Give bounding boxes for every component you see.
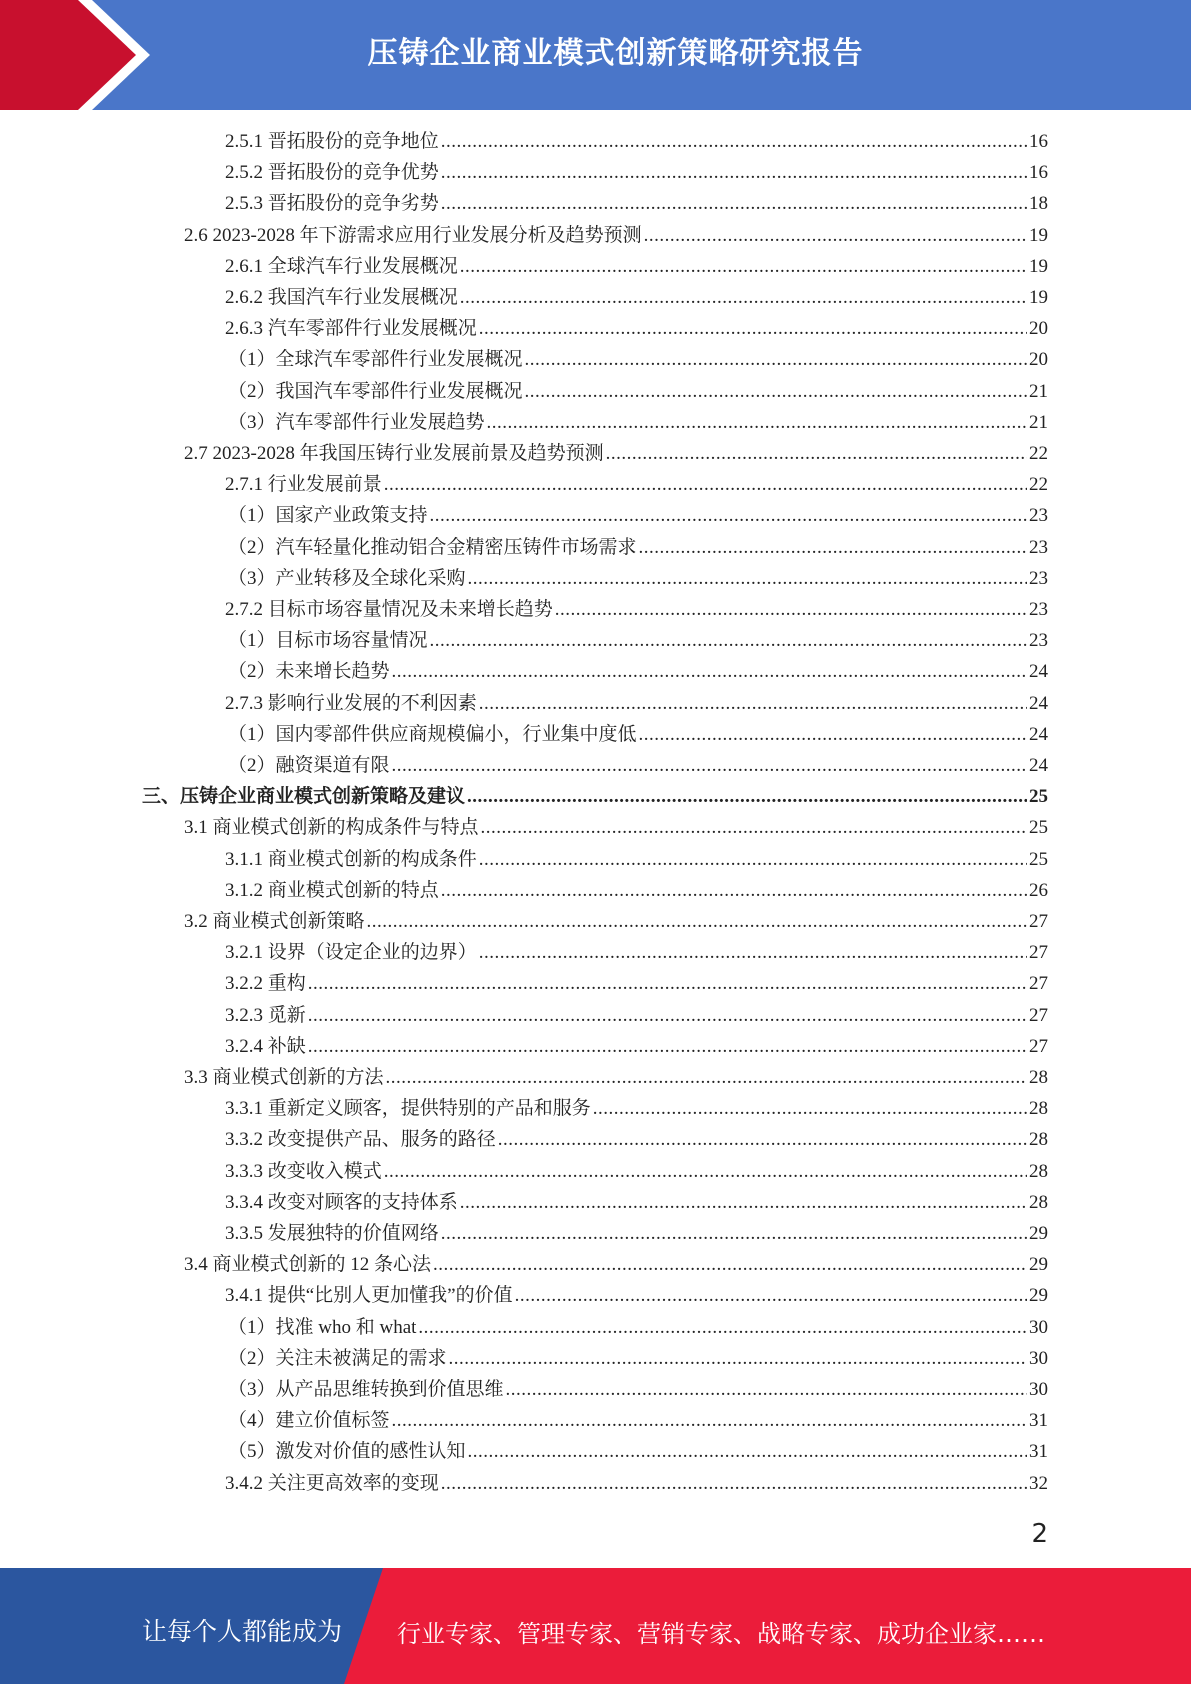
toc-dot-leader bbox=[481, 813, 1027, 843]
toc-dot-leader bbox=[468, 1437, 1027, 1467]
toc-entry[interactable] bbox=[184, 221, 1048, 251]
toc-entry-page: 28 bbox=[1029, 1129, 1048, 1151]
footer-roles: 行业专家、管理专家、营销专家、战略专家、成功企业家…… bbox=[397, 1620, 1045, 1648]
report-title: 压铸企业商业模式创新策略研究报告 bbox=[367, 36, 864, 71]
toc-entry-title: 2.7.1 行业发展前景 bbox=[225, 474, 382, 496]
toc-entry-page: 28 bbox=[1029, 1067, 1048, 1088]
toc-entry-title: （2）关注未被满足的需求 bbox=[228, 1347, 447, 1369]
toc-entry-page: 18 bbox=[1029, 193, 1048, 215]
toc-entry[interactable] bbox=[225, 1094, 1048, 1124]
toc-entry-page: 31 bbox=[1029, 1441, 1048, 1463]
toc-dot-leader bbox=[392, 1406, 1027, 1436]
toc-entry-title: （3）汽车零部件行业发展趋势 bbox=[228, 411, 485, 433]
toc-entry[interactable] bbox=[184, 1250, 1048, 1280]
toc-entry-title: 3.3.5 发展独特的价值网络 bbox=[225, 1223, 439, 1244]
toc-entry-page: 19 bbox=[1029, 224, 1048, 246]
toc-entry[interactable] bbox=[225, 1125, 1048, 1155]
toc-dot-leader bbox=[468, 564, 1027, 594]
toc-entry-title: 3.3.4 改变对顾客的支持体系 bbox=[225, 1191, 458, 1213]
toc-entry-page: 31 bbox=[1029, 1410, 1048, 1432]
toc-entry-page: 19 bbox=[1029, 287, 1048, 308]
toc-entry-page: 20 bbox=[1029, 349, 1048, 371]
toc-entry-title: （1）国内零部件供应商规模偏小，行业集中度低 bbox=[228, 723, 637, 745]
toc-entry-title: （3）产业转移及全球化采购 bbox=[228, 567, 466, 589]
toc-entry-title: 2.6.1 全球汽车行业发展概况 bbox=[225, 255, 458, 277]
toc-entry[interactable] bbox=[184, 907, 1048, 937]
toc-entry[interactable] bbox=[225, 969, 1048, 999]
toc-dot-leader bbox=[308, 969, 1027, 999]
toc-entry[interactable] bbox=[228, 751, 1048, 781]
toc-entry-title: （3）从产品思维转换到价值思维 bbox=[228, 1379, 504, 1400]
toc-entry-page: 22 bbox=[1029, 443, 1048, 464]
toc-entry[interactable] bbox=[225, 189, 1048, 219]
toc-entry-page: 29 bbox=[1029, 1223, 1048, 1244]
toc-dot-leader bbox=[606, 439, 1027, 469]
toc-entry[interactable] bbox=[225, 595, 1048, 625]
toc-dot-leader bbox=[515, 1281, 1027, 1311]
toc-entry-title: （5）激发对价值的感性认知 bbox=[228, 1441, 466, 1463]
toc-entry[interactable] bbox=[225, 283, 1048, 313]
toc-entry[interactable] bbox=[228, 377, 1048, 407]
toc-entry-title: 3.1 商业模式创新的构成条件与特点 bbox=[184, 817, 479, 839]
toc-dot-leader bbox=[639, 533, 1027, 563]
toc-entry[interactable] bbox=[225, 1281, 1048, 1311]
toc-dot-leader bbox=[479, 689, 1027, 719]
toc-dot-leader bbox=[506, 1375, 1027, 1405]
toc-entry-page: 16 bbox=[1029, 131, 1048, 152]
toc-entry[interactable] bbox=[228, 1344, 1048, 1374]
toc-entry-title: 2.5.1 晋拓股份的竞争地位 bbox=[225, 131, 439, 152]
toc-entry-page: 28 bbox=[1029, 1160, 1048, 1182]
toc-entry[interactable] bbox=[228, 1406, 1048, 1436]
toc-entry-title: 3.4 商业模式创新的 12 条心法 bbox=[184, 1254, 432, 1276]
toc-dot-leader bbox=[392, 751, 1027, 781]
toc-entry-title: （4）建立价值标签 bbox=[228, 1410, 390, 1432]
toc-dot-leader bbox=[639, 720, 1027, 750]
toc-entry-page: 16 bbox=[1029, 162, 1048, 184]
toc-entry-title: 2.5.2 晋拓股份的竞争优势 bbox=[225, 162, 439, 184]
toc-dot-leader bbox=[308, 1032, 1027, 1062]
toc-entry-page: 25 bbox=[1029, 848, 1048, 870]
toc-dot-leader bbox=[644, 221, 1027, 251]
toc-entry[interactable] bbox=[225, 938, 1048, 968]
toc-entry-title: 2.7.3 影响行业发展的不利因素 bbox=[225, 692, 477, 714]
toc-entry-page: 23 bbox=[1029, 505, 1048, 527]
toc-dot-leader bbox=[386, 1063, 1027, 1093]
toc-entry[interactable] bbox=[225, 1188, 1048, 1218]
toc-entry-title: （1）目标市场容量情况 bbox=[228, 630, 428, 652]
toc-entry-title: （2）汽车轻量化推动铝合金精密压铸件市场需求 bbox=[228, 536, 637, 558]
toc-dot-leader bbox=[430, 626, 1027, 656]
toc-entry-page: 25 bbox=[1029, 817, 1048, 839]
toc-entry-page: 24 bbox=[1029, 692, 1048, 714]
toc-entry-page: 24 bbox=[1029, 661, 1048, 683]
toc-entry[interactable] bbox=[142, 782, 1048, 812]
toc-entry-page: 29 bbox=[1029, 1254, 1048, 1276]
toc-dot-leader bbox=[467, 782, 1027, 812]
toc-dot-leader bbox=[441, 127, 1027, 157]
toc-entry[interactable] bbox=[225, 1001, 1048, 1031]
toc-entry-title: 2.7 2023-2028 年我国压铸行业发展前景及趋势预测 bbox=[184, 443, 604, 464]
toc-entry-page: 27 bbox=[1029, 1035, 1048, 1057]
toc-entry[interactable] bbox=[228, 1313, 1048, 1343]
toc-entry-page: 20 bbox=[1029, 318, 1048, 340]
toc-entry-title: 3.1.1 商业模式创新的构成条件 bbox=[225, 848, 477, 870]
toc-dot-leader bbox=[441, 1469, 1027, 1499]
toc-dot-leader bbox=[392, 657, 1027, 687]
toc-entry-title: 2.6.2 我国汽车行业发展概况 bbox=[225, 287, 458, 308]
toc-entry-page: 27 bbox=[1029, 942, 1048, 964]
toc-entry-title: 2.6 2023-2028 年下游需求应用行业发展分析及趋势预测 bbox=[184, 224, 642, 246]
toc-entry-page: 28 bbox=[1029, 1098, 1048, 1120]
toc-dot-leader bbox=[367, 907, 1027, 937]
toc-entry-title: （2）融资渠道有限 bbox=[228, 755, 390, 776]
toc-entry[interactable] bbox=[228, 1375, 1048, 1405]
toc-dot-leader bbox=[479, 938, 1027, 968]
toc-entry-page: 26 bbox=[1029, 879, 1048, 901]
toc-dot-leader bbox=[430, 501, 1027, 531]
toc-dot-leader bbox=[441, 189, 1027, 219]
toc-entry[interactable] bbox=[225, 158, 1048, 188]
toc-entry-page: 24 bbox=[1029, 755, 1048, 776]
toc-entry-page: 27 bbox=[1029, 1004, 1048, 1026]
toc-entry-title: 2.6.3 汽车零部件行业发展概况 bbox=[225, 318, 477, 340]
toc-entry[interactable] bbox=[228, 626, 1048, 656]
toc-entry-page: 24 bbox=[1029, 723, 1048, 745]
toc-dot-leader bbox=[460, 1188, 1027, 1218]
toc-entry-title: （1）国家产业政策支持 bbox=[228, 505, 428, 527]
toc-dot-leader bbox=[479, 314, 1027, 344]
toc-entry[interactable] bbox=[225, 252, 1048, 282]
toc-entry-title: （2）未来增长趋势 bbox=[228, 661, 390, 683]
toc-dot-leader bbox=[449, 1344, 1027, 1374]
page-number: 2 bbox=[1031, 1519, 1048, 1549]
toc-entry-title: 3.2.4 补缺 bbox=[225, 1035, 306, 1057]
toc-dot-leader bbox=[593, 1094, 1027, 1124]
toc-entry-title: 3.3.1 重新定义顾客，提供特别的产品和服务 bbox=[225, 1098, 591, 1120]
toc-entry-title: 3.2 商业模式创新策略 bbox=[184, 911, 365, 932]
toc-entry[interactable] bbox=[225, 1219, 1048, 1249]
toc-entry-page: 19 bbox=[1029, 255, 1048, 277]
toc-entry-page: 22 bbox=[1029, 474, 1048, 496]
toc-entry-title: 3.2.1 设界（设定企业的边界） bbox=[225, 942, 477, 964]
toc-entry-page: 21 bbox=[1029, 380, 1048, 402]
toc-entry-title: 3.1.2 商业模式创新的特点 bbox=[225, 879, 439, 901]
toc-entry[interactable] bbox=[228, 564, 1048, 594]
toc-dot-leader bbox=[555, 595, 1027, 625]
toc-entry-page: 25 bbox=[1029, 786, 1048, 808]
toc-dot-leader bbox=[308, 1001, 1027, 1031]
toc-entry[interactable] bbox=[225, 470, 1048, 500]
toc-entry-title: 3.4.1 提供“比别人更加懂我”的价值 bbox=[225, 1285, 513, 1307]
toc-entry-page: 27 bbox=[1029, 911, 1048, 932]
toc-entry-title: 3.3.2 改变提供产品、服务的路径 bbox=[225, 1129, 496, 1151]
toc-entry[interactable] bbox=[228, 345, 1048, 375]
toc-entry-title: （1）找准 who 和 what bbox=[228, 1316, 417, 1338]
toc-dot-leader bbox=[384, 1157, 1027, 1187]
toc-entry[interactable] bbox=[184, 439, 1048, 469]
toc-entry-title: 2.5.3 晋拓股份的竞争劣势 bbox=[225, 193, 439, 215]
toc-dot-leader bbox=[487, 408, 1027, 438]
toc-entry-page: 23 bbox=[1029, 630, 1048, 652]
toc-entry-page: 23 bbox=[1029, 536, 1048, 558]
toc-entry[interactable] bbox=[225, 845, 1048, 875]
toc-dot-leader bbox=[460, 252, 1027, 282]
toc-entry-title: 3.2.2 重构 bbox=[225, 973, 306, 995]
page-header bbox=[0, 0, 1191, 110]
footer-slogan: 让每个人都能成为 bbox=[142, 1617, 343, 1646]
toc-entry[interactable] bbox=[228, 1437, 1048, 1467]
toc-dot-leader bbox=[441, 158, 1027, 188]
toc-dot-leader bbox=[441, 1219, 1027, 1249]
toc-entry[interactable] bbox=[184, 1063, 1048, 1093]
toc-dot-leader bbox=[418, 1313, 1027, 1343]
toc-entry[interactable] bbox=[225, 1032, 1048, 1062]
toc-entry-title: 3.2.3 觅新 bbox=[225, 1004, 306, 1026]
toc-entry-page: 23 bbox=[1029, 599, 1048, 620]
toc-entry-page: 32 bbox=[1029, 1472, 1048, 1494]
toc-entry[interactable] bbox=[228, 657, 1048, 687]
toc-entry-title: （2）我国汽车零部件行业发展概况 bbox=[228, 380, 523, 402]
toc-entry-title: 3.4.2 关注更高效率的变现 bbox=[225, 1472, 439, 1494]
toc-dot-leader bbox=[498, 1125, 1027, 1155]
toc-entry-page: 21 bbox=[1029, 411, 1048, 433]
toc-entry-title: 3.3 商业模式创新的方法 bbox=[184, 1067, 384, 1088]
toc-entry[interactable] bbox=[228, 533, 1048, 563]
toc-entry-page: 30 bbox=[1029, 1316, 1048, 1338]
toc-entry-page: 27 bbox=[1029, 973, 1048, 995]
toc-entry[interactable] bbox=[225, 689, 1048, 719]
toc-entry[interactable] bbox=[225, 1157, 1048, 1187]
toc-entry-page: 28 bbox=[1029, 1191, 1048, 1213]
toc-dot-leader bbox=[460, 283, 1027, 313]
toc-entry[interactable] bbox=[225, 1469, 1048, 1499]
toc-entry-title: 2.7.2 目标市场容量情况及未来增长趋势 bbox=[225, 599, 553, 620]
toc-entry-title: 3.3.3 改变收入模式 bbox=[225, 1160, 382, 1182]
toc-entry[interactable] bbox=[225, 127, 1048, 157]
toc-dot-leader bbox=[441, 876, 1027, 906]
toc-entry-page: 30 bbox=[1029, 1379, 1048, 1400]
toc-entry[interactable] bbox=[225, 876, 1048, 906]
toc-entry[interactable] bbox=[225, 314, 1048, 344]
toc-entry[interactable] bbox=[228, 408, 1048, 438]
toc-dot-leader bbox=[433, 1250, 1027, 1280]
toc-entry[interactable] bbox=[228, 720, 1048, 750]
toc-dot-leader bbox=[479, 845, 1027, 875]
toc-entry-title: 三、压铸企业商业模式创新策略及建议 bbox=[142, 786, 466, 808]
toc-dot-leader bbox=[525, 345, 1027, 375]
toc-entry[interactable] bbox=[184, 813, 1048, 843]
toc-entry-page: 29 bbox=[1029, 1285, 1048, 1307]
toc-dot-leader bbox=[384, 470, 1027, 500]
page-footer bbox=[0, 1568, 1191, 1684]
toc-entry[interactable] bbox=[228, 501, 1048, 531]
toc-dot-leader bbox=[525, 377, 1027, 407]
toc-entry-page: 30 bbox=[1029, 1347, 1048, 1369]
toc-entry-page: 23 bbox=[1029, 567, 1048, 589]
toc-entry-title: （1）全球汽车零部件行业发展概况 bbox=[228, 349, 523, 371]
